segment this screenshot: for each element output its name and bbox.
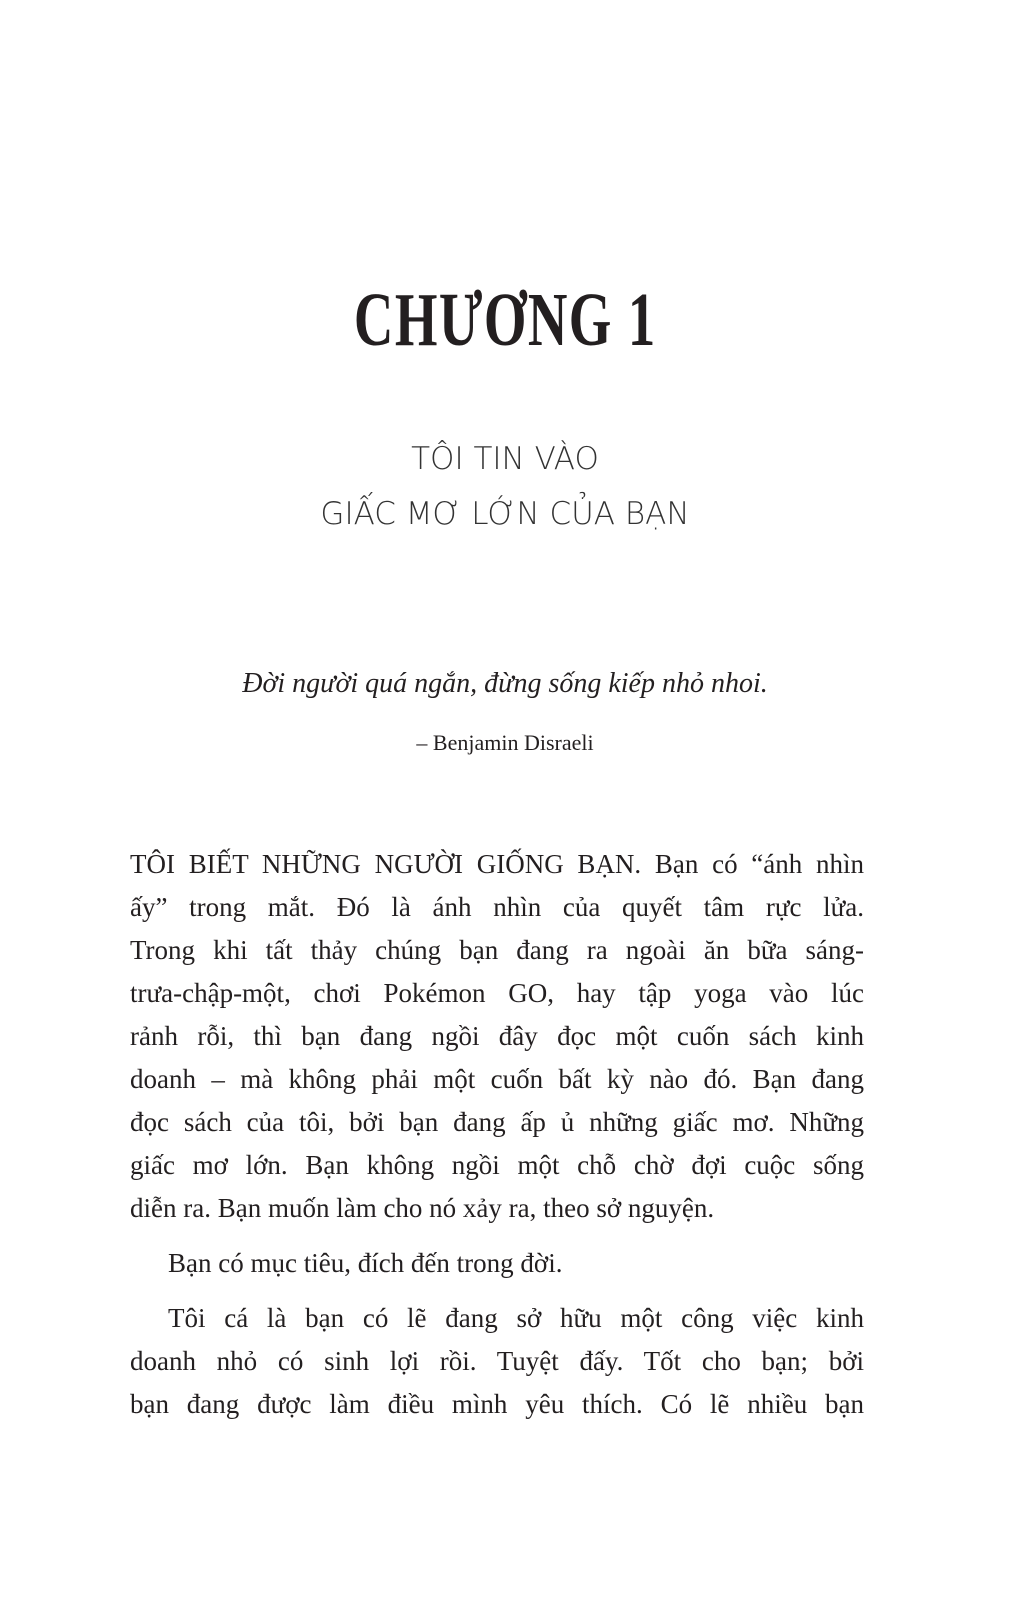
chapter-title-text: CHƯƠNG 1 (353, 278, 657, 362)
subtitle-line: TÔI TIN VÀO (411, 441, 599, 477)
text-line: doanh nhỏ có sinh lợi rồi. Tuyệt đấy. Tốt cho bạn; bởi (130, 1346, 864, 1376)
text-line: đọc sách của tôi, bởi bạn đang ấp ủ những giấc mơ. Những (130, 1107, 864, 1137)
text-line: TÔI BIẾT NHỮNG NGƯỜI GIỐNG BẠN. Bạn có “ánh nhìn (130, 849, 864, 879)
text-line: rảnh rỗi, thì bạn đang ngồi đây đọc một cuốn sách kinh (130, 1021, 864, 1051)
text-line: diễn ra. Bạn muốn làm cho nó xảy ra, theo sở nguyện. (130, 1193, 715, 1223)
text-line: doanh – mà không phải một cuốn bất kỳ nào đó. Bạn đang (130, 1064, 864, 1094)
text-line: bạn đang được làm điều mình yêu thích. Có lẽ nhiều bạn (130, 1389, 864, 1419)
text-line: Tôi cá là bạn có lẽ đang sở hữu một công việc kinh (168, 1303, 864, 1333)
epigraph-quote: Đời người quá ngắn, đừng sống kiếp nhỏ nhoi. (242, 668, 768, 699)
chapter-title (0, 270, 1010, 370)
text-line: Bạn có mục tiêu, đích đến trong đời. (168, 1248, 563, 1278)
subtitle-line: GIẤC MƠ LỚN CỦA BẠN (320, 496, 690, 532)
text-line: giấc mơ lớn. Bạn không ngồi một chỗ chờ đợi cuộc sống (130, 1150, 864, 1180)
paragraph-2 (130, 1242, 864, 1285)
paragraph-1 (130, 843, 864, 1230)
text-line: trưa-chập-một, chơi Pokémon GO, hay tập yoga vào lúc (130, 978, 864, 1008)
paragraph-3 (130, 1297, 864, 1426)
chapter-subtitle (0, 432, 1010, 542)
text-line: ấy” trong mắt. Đó là ánh nhìn của quyết tâm rực lửa. (130, 892, 864, 922)
text-line: Trong khi tất thảy chúng bạn đang ra ngoài ăn bữa sáng- (130, 935, 864, 965)
epigraph-attribution: – Benjamin Disraeli (416, 730, 594, 755)
